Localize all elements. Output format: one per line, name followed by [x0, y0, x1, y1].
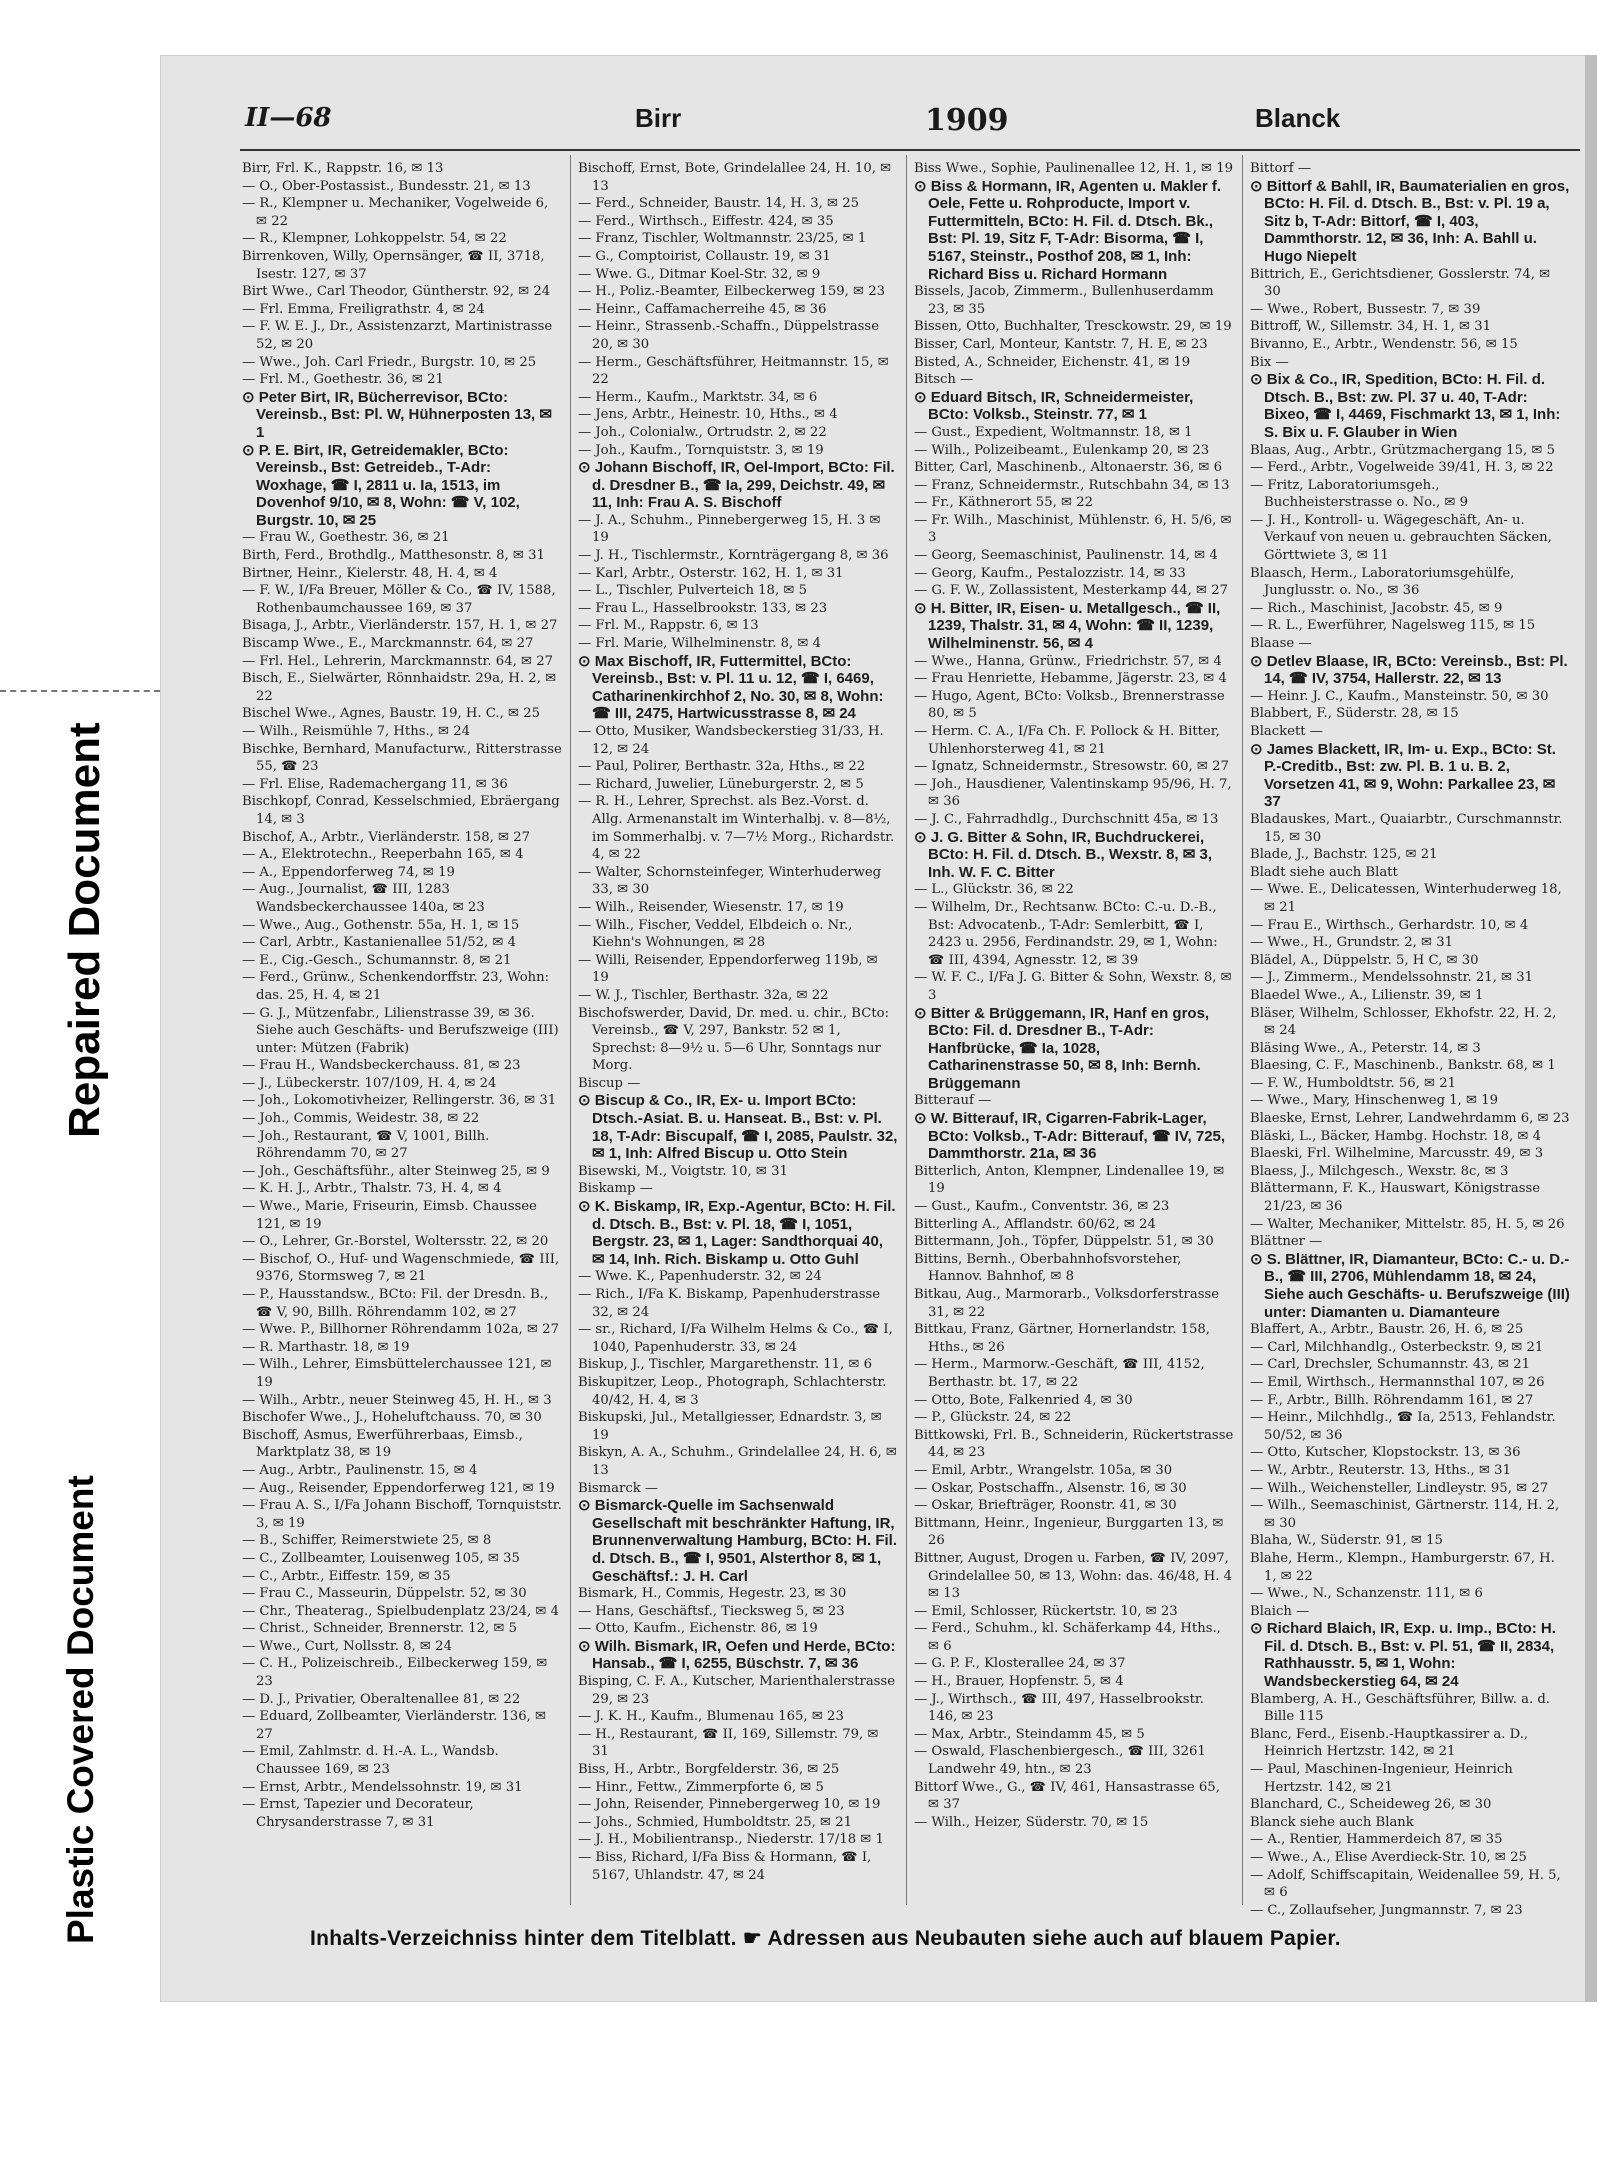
directory-entry: — K. H. J., Arbtr., Thalstr. 73, H. 4, ✉ 4 [242, 1181, 502, 1197]
directory-entry: Bittkowski, Frl. B., Schneiderin, Rückertstrasse 44, ✉ 23 [914, 1427, 1234, 1461]
directory-entry: — R. H., Lehrer, Sprechst. als Bez.-Vorst. d. Allg. Armenanstalt im Winterhalbj. v. 8—8½, im Sommerhalbj. v. 7—7½ Morg., Richardstr. 4, ✉ 22 [578, 794, 895, 863]
directory-entry: ⊙ Bix & Co., IR, Spedition, BCto: H. Fil. d. Dtsch. B., Bst: zw. Pl. 37 u. 40, T-Adr: Bixeo, ☎ I, 4469, Fischmarkt 13, ✉ 1, Inh: S. Bix u. F. Glauber in Wien [1250, 371, 1561, 441]
directory-entry: ⊙ Peter Birt, IR, Bücherrevisor, BCto: Vereinsb., Bst: Pl. W, Hühnerposten 13, ✉ 1 [242, 388, 552, 441]
directory-entry: — Chr., Theaterag., Spielbudenplatz 23/24, ✉ 4 [242, 1603, 560, 1619]
column-1 [242, 160, 562, 1831]
directory-entry: — Ignatz, Schneidermstr., Stresowstr. 60, ✉ 27 [914, 759, 1229, 775]
directory-entry: — Heinr., Caffamacherreihe 45, ✉ 36 [578, 301, 827, 317]
directory-entry: Birrenkoven, Willy, Opernsänger, ☎ II, 3718, Isestr. 127, ✉ 37 [242, 248, 545, 282]
directory-entry: Bisewski, M., Voigtstr. 10, ✉ 31 [578, 1163, 788, 1179]
directory-entry: — Frau W., Goethestr. 36, ✉ 21 [242, 530, 450, 546]
directory-entry: Bisaga, J., Arbtr., Vierländerstr. 157, H. 1, ✉ 27 [242, 618, 558, 634]
header-year: 1909 [925, 103, 1009, 138]
directory-entry: Birt Wwe., Carl Theodor, Güntherstr. 92, ✉ 24 [242, 284, 551, 300]
directory-entry: — Wilh., Weichensteller, Lindleystr. 95, ✉ 27 [1250, 1480, 1549, 1496]
directory-entry: — F. W. E. J., Dr., Assistenzarzt, Martinistrasse 52, ✉ 20 [242, 319, 553, 352]
directory-entry: — Ferd., Wirthsch., Eiffestr. 424, ✉ 35 [578, 213, 834, 229]
directory-entry: — Wilh., Reismühle 7, Hths., ✉ 24 [242, 724, 471, 739]
directory-entry: — Frl. Elise, Rademachergang 11, ✉ 36 [242, 776, 508, 792]
directory-entry: Bischofswerder, David, Dr. med. u. chir., BCto: Vereinsb., ☎ V, 297, Bankstr. 52 ✉ 1, Sprechst: 8—9½ u. 5—6 Uhr, Sonntags nur Morg. [578, 1005, 890, 1074]
directory-entry: Bittroff, W., Sillemstr. 34, H. 1, ✉ 31 [1250, 319, 1492, 335]
directory-entry: — Otto, Musiker, Wandsbeckerstieg 31/33, H. 12, ✉ 24 [578, 724, 884, 757]
directory-entry: — Wwe., Hanna, Grünw., Friedrichstr. 57, ✉ 4 [914, 653, 1222, 669]
directory-entry: Bittkau, Franz, Gärtner, Hornerlandstr. 158, Hths., ✉ 26 [914, 1322, 1210, 1355]
directory-entry: — Jens, Arbtr., Heinestr. 10, Hths., ✉ 4 [578, 407, 838, 423]
directory-entry: — Heinr., Milchhdlg., ☎ Ia, 2513, Fehlandstr. 50/52, ✉ 36 [1250, 1410, 1556, 1443]
directory-entry: — Herm., Marmorw.-Geschäft, ☎ III, 4152, Berthastr. bt. 17, ✉ 22 [914, 1357, 1205, 1390]
directory-entry: — J., Zimmerm., Mendelssohnstr. 21, ✉ 31 [1250, 970, 1534, 986]
directory-entry: — Heinr., Strassenb.-Schaffn., Düppelstrasse 20, ✉ 30 [578, 319, 880, 352]
directory-entry: — Wwe. P., Billhorner Röhrendamm 102a, ✉ 27 [242, 1322, 559, 1338]
directory-entry: Birtner, Heinr., Kielerstr. 48, H. 4, ✉ 4 [242, 565, 498, 581]
directory-entry: — F. W., I/Fa Breuer, Möller & Co., ☎ IV, 1588, Rothenbaumchaussee 169, ✉ 37 [242, 583, 556, 616]
directory-entry: Bittrich, E., Gerichtsdiener, Gosslerstr. 74, ✉ 30 [1250, 266, 1551, 300]
directory-entry: Blanc, Ferd., Eisenb.-Hauptkassirer a. D., Heinrich Hertzstr. 142, ✉ 21 [1250, 1726, 1529, 1760]
directory-entry: — Franz, Tischler, Woltmannstr. 23/25, ✉ 1 [578, 231, 867, 247]
directory-entry: ⊙ Bittorf & Bahll, IR, Baumaterialien en gros, BCto: H. Fil. d. Dtsch. B., Bst: v. Pl. 19 a, Sitz b, T-Adr: Bittorf, ☎ I, 403, Dammthorstr. 12, ✉ 36, Inh: A. Bahll u. Hugo Niepelt [1250, 177, 1570, 265]
directory-entry: — Frl. Emma, Freiligrathstr. 4, ✉ 24 [242, 301, 485, 317]
directory-entry: — Hinr., Fettw., Zimmerpforte 6, ✉ 5 [578, 1779, 824, 1795]
directory-entry: ⊙ Detlev Blaase, IR, BCto: Vereinsb., Bst: Pl. 14, ☎ IV, 3754, Hallerstr. 22, ✉ 13 [1250, 652, 1568, 688]
directory-entry: — Rich., I/Fa K. Biskamp, Papenhuderstrasse 32, ✉ 24 [578, 1287, 881, 1320]
directory-entry: Blaasch, Herm., Laboratoriumsgehülfe, Junglusstr. o. No., ✉ 36 [1250, 565, 1515, 599]
directory-entry: Bischoff, Ernst, Bote, Grindelallee 24, H. 10, ✉ 13 [578, 161, 892, 194]
directory-entry: — J. H., Tischlermstr., Kornträgergang 8, ✉ 36 [578, 548, 889, 564]
directory-entry: — Georg, Kaufm., Pestalozzistr. 14, ✉ 33 [914, 565, 1186, 581]
cut-divider [0, 690, 160, 692]
directory-entry: Bittorf — [1250, 161, 1312, 176]
directory-entry: — Frl. Marie, Wilhelminenstr. 8, ✉ 4 [578, 636, 822, 652]
directory-entry: — Frl. M., Goethestr. 36, ✉ 21 [242, 372, 444, 388]
directory-entry: ⊙ Johann Bischoff, IR, Oel-Import, BCto: Fil. d. Dresdner B., ☎ Ia, 299, Deichstr. 49, ✉ 11, Inh: Frau A. S. Bischoff [578, 459, 895, 512]
directory-entry: — Max, Arbtr., Steindamm 45, ✉ 5 [914, 1726, 1145, 1742]
directory-entry: — Ferd., Schuhm., kl. Schäferkamp 44, Hths., ✉ 6 [914, 1621, 1221, 1654]
directory-entry: Blädel, A., Düppelstr. 5, H C, ✉ 30 [1250, 952, 1479, 968]
directory-entry: — John, Reisender, Pinnebergerweg 10, ✉ 19 [578, 1797, 881, 1813]
directory-entry: — O., Lehrer, Gr.-Borstel, Woltersstr. 22, ✉ 20 [242, 1234, 549, 1250]
directory-entry: — P., Glückstr. 24, ✉ 22 [914, 1410, 1072, 1426]
directory-entry: — J. H., Kontroll- u. Wägegeschäft, An- u. Verkauf von neuen u. gebrauchten Säcken, Görttwiete 3, ✉ 11 [1250, 512, 1552, 564]
directory-entry: — Gust., Kaufm., Conventstr. 36, ✉ 23 [914, 1199, 1170, 1215]
directory-entry: — Wwe., Joh. Carl Friedr., Burgstr. 10, ✉ 25 [242, 354, 537, 370]
directory-entry: — Adolf, Schiffscapitain, Weidenallee 59, H. 5, ✉ 6 [1250, 1867, 1561, 1901]
directory-entry: Blaeske, Ernst, Lehrer, Landwehrdamm 6, ✉ 23 [1250, 1111, 1570, 1127]
directory-entry: Biskyn, A. A., Schuhm., Grindelallee 24, H. 6, ✉ 13 [578, 1445, 897, 1478]
directory-entry: — Wilh., Lehrer, Eimsbüttelerchaussee 121, ✉ 19 [242, 1357, 552, 1390]
directory-entry: Bischof, A., Arbtr., Vierländerstr. 158, ✉ 27 [242, 829, 531, 845]
directory-entry: Bitterauf — [914, 1093, 992, 1109]
directory-entry: — Ferd., Schneider, Baustr. 14, H. 3, ✉ 25 [578, 196, 860, 212]
directory-entry: Bittins, Bernh., Oberbahnhofsvorsteher, Hannov. Bahnhof, ✉ 8 [914, 1251, 1182, 1285]
directory-entry: — J. H., Mobilientransp., Niederstr. 17/18 ✉ 1 [578, 1832, 884, 1848]
directory-entry: ⊙ Eduard Bitsch, IR, Schneidermeister, BCto: Volksb., Steinstr. 77, ✉ 1 [914, 388, 1194, 424]
directory-entry: Biskupski, Jul., Metallgiesser, Ednardstr. 3, ✉ 19 [578, 1410, 882, 1443]
directory-entry: — Bischof, O., Huf- und Wagenschmiede, ☎ III, 9376, Stormsweg 7, ✉ 21 [242, 1251, 560, 1285]
directory-entry: Birr, Frl. K., Rappstr. 16, ✉ 13 [242, 161, 444, 176]
directory-entry: — Richard, Juwelier, Lüneburgerstr. 2, ✉ 5 [578, 776, 864, 792]
directory-entry: Biskamp — [578, 1181, 653, 1197]
directory-entry: — Paul, Maschinen-Ingenieur, Heinrich Hertzstr. 142, ✉ 21 [1250, 1762, 1513, 1795]
directory-entry: — Walter, Schornsteinfeger, Winterhuderweg 33, ✉ 30 [578, 864, 882, 898]
directory-entry: — sr., Richard, I/Fa Wilhelm Helms & Co., ☎ I, 1040, Papenhuderstr. 33, ✉ 24 [578, 1322, 893, 1355]
directory-entry: — R., Klempner, Lohkoppelstr. 54, ✉ 22 [242, 231, 507, 247]
directory-entry: Bix — [1250, 354, 1289, 370]
directory-entry: — F. W., Humboldtstr. 56, ✉ 21 [1250, 1075, 1457, 1091]
directory-entry: — Frau A. S., I/Fa Johann Bischoff, Tornquiststr. 3, ✉ 19 [242, 1498, 562, 1531]
column-divider [906, 155, 907, 1905]
directory-entry: — Wilh., Reisender, Wiesenstr. 17, ✉ 19 [578, 899, 844, 915]
page-edge [1585, 55, 1597, 2002]
directory-entry: — A., Rentier, Hammerdeich 87, ✉ 35 [1250, 1832, 1503, 1848]
directory-entry: — Emil, Schlosser, Rückertstr. 10, ✉ 23 [914, 1603, 1178, 1619]
directory-entry: — Frau C., Masseurin, Düppelstr. 52, ✉ 30 [242, 1586, 527, 1602]
directory-entry: — Wilhelm, Dr., Rechtsanw. BCto: C.-u. D.-B., Bst: Advocatenb., T-Adr: Semlerbitt, ☎ I, 2423 u. 2956, Ferdinandstr. 29, ✉ 1, Wohn: ☎ III, 4394, Agnesstr. 12, ✉ 39 [914, 899, 1218, 968]
directory-entry: — Joh., Restaurant, ☎ V, 1001, Billh. Röhrendamm 70, ✉ 27 [242, 1128, 490, 1162]
directory-entry: ⊙ J. G. Bitter & Sohn, IR, Buchdruckerei, BCto: H. Fil. d. Dtsch. B., Wexstr. 8, ✉ 3, Inh. W. F. C. Bitter [914, 828, 1213, 881]
directory-entry: — Wwe., Aug., Gothenstr. 55a, H. 1, ✉ 15 [242, 917, 520, 933]
directory-entry: — Paul, Polirer, Berthastr. 32a, Hths., ✉ 22 [578, 759, 866, 775]
directory-entry: — Ferd., Arbtr., Vogelweide 39/41, H. 3, ✉ 22 [1250, 460, 1554, 476]
directory-entry: — Carl, Milchhandlg., Osterbeckstr. 9, ✉ 21 [1250, 1339, 1544, 1355]
directory-entry: — P., Hausstandsw., BCto: Fil. der Dresdn. B., ☎ V, 90, Billh. Röhrendamm 102, ✉ 27 [242, 1287, 549, 1320]
directory-entry: — L., Tischler, Pulverteich 18, ✉ 5 [578, 583, 807, 599]
column-4 [1250, 160, 1570, 1919]
directory-entry: — Wilh., Seemaschinist, Gärtnerstr. 114, H. 2, ✉ 30 [1250, 1498, 1560, 1531]
directory-entry: — B., Schiffer, Reimerstwiete 25, ✉ 8 [242, 1533, 492, 1549]
header-last-word: Blanck [1255, 103, 1341, 133]
directory-entry: — Joh., Kaufm., Tornquiststr. 3, ✉ 19 [578, 442, 824, 458]
directory-entry: — W. J., Tischler, Berthastr. 32a, ✉ 22 [578, 987, 829, 1003]
directory-entry: — Wilh., Polizeibeamt., Eulenkamp 20, ✉ 23 [914, 442, 1210, 458]
directory-entry: — Oswald, Flaschenbiergesch., ☎ III, 3261 Landwehr 49, htn., ✉ 23 [914, 1744, 1206, 1778]
directory-entry: Bittermann, Joh., Töpfer, Düppelstr. 51, ✉ 30 [914, 1234, 1214, 1250]
directory-entry: — Fr. Wilh., Maschinist, Mühlenstr. 6, H. 5/6, ✉ 3 [914, 512, 1232, 546]
directory-entry: — F., Arbtr., Billh. Röhrendamm 161, ✉ 27 [1250, 1392, 1534, 1408]
directory-entry: — Frau L., Hasselbrookstr. 133, ✉ 23 [578, 600, 828, 616]
directory-entry: — R. Marthastr. 18, ✉ 19 [242, 1339, 410, 1355]
directory-entry: — C. H., Polizeischreib., Eilbeckerweg 159, ✉ 23 [242, 1656, 548, 1690]
column-3 [914, 160, 1234, 1831]
directory-entry: — A., Eppendorferweg 74, ✉ 19 [242, 864, 455, 880]
directory-entry: Bitsch — [914, 372, 974, 388]
directory-entry: Blaase — [1250, 636, 1312, 652]
column-divider [570, 155, 571, 1905]
directory-entry: Blättner — [1250, 1234, 1323, 1250]
directory-entry: Bitterling A., Afflandstr. 60/62, ✉ 24 [914, 1216, 1156, 1232]
directory-entry: Blaesing, C. F., Maschinenb., Bankstr. 68, ✉ 1 [1250, 1058, 1556, 1074]
directory-entry: — Walter, Mechaniker, Mittelstr. 85, H. 5, ✉ 26 [1250, 1216, 1565, 1232]
directory-entry: — Frl. M., Rappstr. 6, ✉ 13 [578, 618, 759, 634]
directory-entry: Bittorf Wwe., G., ☎ IV, 461, Hansastrasse 65, ✉ 37 [914, 1779, 1220, 1813]
directory-entry: — E., Cig.-Gesch., Schumannstr. 8, ✉ 21 [242, 952, 512, 968]
directory-entry: ⊙ Bismarck-Quelle im Sachsenwald Gesellschaft mit beschränkter Haftung, IR, Brunnenverwaltung Hamburg, BCto: H. Fil. d. Dtsch. B., ☎ I, 9501, Alsterthor 8, ✉ 1, Geschäftsf.: J. H. Carl [578, 1497, 898, 1585]
directory-entry: — Ernst, Arbtr., Mendelssohnstr. 19, ✉ 31 [242, 1779, 523, 1795]
directory-entry: Bitter, Carl, Maschinenb., Altonaerstr. 36, ✉ 6 [914, 460, 1222, 476]
page-header [245, 103, 1575, 139]
plastic-covered-document-label: Plastic Covered Document [60, 1475, 101, 1945]
directory-entry: Blamberg, A. H., Geschäftsführer, Billw. a. d. Bille 115 [1250, 1691, 1550, 1725]
directory-entry: — Wwe., A., Elise Averdieck-Str. 10, ✉ 25 [1250, 1850, 1527, 1865]
directory-entry: ⊙ Bitter & Brüggemann, IR, Hanf en gros, BCto: Fil. d. Dresdner B., T-Adr: Hanfbrücke, ☎ Ia, 1028, Catharinenstrasse 50, ✉ 8, Inh: Bernh. Brüggemann [914, 1004, 1210, 1092]
directory-entry: Blaich — [1250, 1603, 1310, 1619]
directory-entry: Bläsing Wwe., A., Peterstr. 14, ✉ 3 [1250, 1040, 1481, 1056]
directory-entry: — C., Zollaufseher, Jungmannstr. 7, ✉ 23 [1250, 1902, 1523, 1918]
directory-entry: — Aug., Reisender, Eppendorferweg 121, ✉ 19 [242, 1480, 555, 1496]
directory-entry: Bladauskes, Mart., Quaiarbtr., Curschmannstr. 15, ✉ 30 [1250, 811, 1563, 845]
directory-entry: — H., Brauer, Hopfenstr. 5, ✉ 4 [914, 1674, 1124, 1690]
directory-entry: — Ernst, Tapezier und Decorateur, Chrysanderstrasse 7, ✉ 31 [242, 1797, 474, 1830]
directory-entry: — Emil, Arbtr., Wrangelstr. 105a, ✉ 30 [914, 1462, 1173, 1478]
directory-entry: — Joh., Geschäftsführ., alter Steinweg 25, ✉ 9 [242, 1163, 550, 1179]
directory-entry: — Aug., Journalist, ☎ III, 1283 Wandsbeckerchaussee 140a, ✉ 23 [242, 882, 485, 915]
directory-entry: — Fritz, Laboratoriumsgeh., Buchheisterstrasse o. No., ✉ 9 [1250, 477, 1469, 511]
directory-entry: — G. P. F., Klosterallee 24, ✉ 37 [914, 1656, 1126, 1672]
directory-entry: — Franz, Schneidermstr., Rutschbahn 34, ✉ 13 [914, 477, 1230, 493]
directory-entry: ⊙ James Blackett, IR, Im- u. Exp., BCto: St. P.-Creditb., Bst: zw. Pl. B. 1 u. B. 2, Vorsetzen 41, ✉ 9, Wohn: Parkallee 23, ✉ 37 [1250, 740, 1556, 811]
directory-entry: — Wwe., Curt, Nollsstr. 8, ✉ 24 [242, 1638, 452, 1654]
page-number: II—68 [245, 103, 332, 133]
directory-entry: — D. J., Privatier, Oberaltenallee 81, ✉ 22 [242, 1691, 521, 1707]
directory-entry: — W., Arbtr., Reuterstr. 13, Hths., ✉ 31 [1250, 1462, 1511, 1478]
header-rule [240, 149, 1580, 151]
directory-entry: — Fr., Käthnerort 55, ✉ 22 [914, 495, 1093, 511]
directory-entry: ⊙ Wilh. Bismark, IR, Oefen und Herde, BCto: Hansab., ☎ I, 6255, Büschstr. 7, ✉ 36 [578, 1637, 896, 1673]
directory-entry: Biskupitzer, Leop., Photograph, Schlachterstr. 40/42, H. 4, ✉ 3 [578, 1374, 887, 1408]
directory-entry: — J. C., Fahrradhdlg., Durchschnitt 45a, ✉ 13 [914, 811, 1219, 827]
directory-entry: Bisser, Carl, Monteur, Kantstr. 7, H. E, ✉ 23 [914, 336, 1208, 352]
directory-entry: — J. A., Schuhm., Pinnebergerweg 15, H. 3 ✉ 19 [578, 512, 881, 546]
directory-entry: — R. L., Ewerführer, Nagelsweg 115, ✉ 15 [1250, 618, 1536, 634]
directory-entry: — Wwe., H., Grundstr. 2, ✉ 31 [1250, 935, 1454, 951]
directory-entry: — Carl, Arbtr., Kastanienallee 51/52, ✉ 4 [242, 935, 517, 951]
header-first-word: Birr [635, 103, 682, 133]
directory-entry: — W. F. C., I/Fa J. G. Bitter & Sohn, Wexstr. 8, ✉ 3 [914, 970, 1232, 1003]
directory-entry: — Oskar, Briefträger, Roonstr. 41, ✉ 30 [914, 1498, 1177, 1514]
directory-entry: ⊙ Max Bischoff, IR, Futtermittel, BCto: Vereinsb., Bst: v. Pl. 11 u. 12, ☎ I, 6469, Catharinenkirchhof 2, No. 30, ✉ 8, Wohn: ☎ III, 2475, Hartwicusstrasse 8, ✉ 24 [578, 652, 884, 723]
directory-entry: — Wwe. E., Delicatessen, Winterhuderweg 18, ✉ 21 [1250, 882, 1562, 915]
directory-entry: Bladt siehe auch Blatt [1250, 864, 1398, 880]
directory-entry: ⊙ Biscup & Co., IR, Ex- u. Import BCto: Dtsch.-Asiat. B. u. Hanseat. B., Bst: v. Pl. 18, T-Adr: Biscupalf, ☎ I, 2085, Paulstr. 32, ✉ 1, Inh: Alfred Biscup u. Otto Stein [578, 1092, 898, 1163]
directory-entry: — Herm. C. A., I/Fa Ch. F. Pollock & H. Bitter, Uhlenhorsterweg 41, ✉ 21 [914, 724, 1220, 757]
directory-entry: Blaess, J., Milchgesch., Wexstr. 8c, ✉ 3 [1250, 1163, 1509, 1179]
directory-entry: Bismarck — [578, 1480, 659, 1496]
directory-entry: — J., Wirthsch., ☎ III, 497, Hasselbrookstr. 146, ✉ 23 [914, 1691, 1204, 1725]
directory-entry: — Frau H., Wandsbeckerchauss. 81, ✉ 23 [242, 1058, 521, 1074]
directory-entry: Biss, H., Arbtr., Borgfelderstr. 36, ✉ 25 [578, 1762, 840, 1778]
directory-entry: Bläski, L., Bäcker, Hambg. Hochstr. 18, ✉ 4 [1250, 1128, 1541, 1144]
directory-entry: — G. F. W., Zollassistent, Mesterkamp 44, ✉ 27 [914, 583, 1228, 599]
page-footer-note: Inhalts-Verzeichniss hinter dem Titelblatt. ☛ Adressen aus Neubauten siehe auch auf blauem Papier. [310, 1927, 1341, 1950]
directory-entry: — Hugo, Agent, BCto: Volksb., Brennerstrasse 80, ✉ 5 [914, 688, 1225, 722]
directory-entry: Bischkopf, Conrad, Kesselschmied, Ebräergang 14, ✉ 3 [242, 794, 560, 827]
directory-entry: Blabbert, F., Süderstr. 28, ✉ 15 [1250, 706, 1459, 722]
directory-entry: Blanchard, C., Scheideweg 26, ✉ 30 [1250, 1797, 1492, 1813]
directory-entry: Blaedel Wwe., A., Lilienstr. 39, ✉ 1 [1250, 987, 1484, 1003]
directory-entry: ⊙ K. Biskamp, IR, Exp.-Agentur, BCto: H. Fil. d. Dtsch. B., Bst: v. Pl. 18, ☎ I, 1051, Bergstr. 23, ✉ 1, Lager: Sandthorquai 40, ✉ 14, Inh. Rich. Biskamp u. Otto Guhl [578, 1198, 896, 1268]
directory-entry: — C., Arbtr., Eiffestr. 159, ✉ 35 [242, 1568, 451, 1584]
directory-entry: Bissels, Jacob, Zimmerm., Bullenhuserdamm 23, ✉ 35 [914, 284, 1214, 317]
directory-entry: Biss Wwe., Sophie, Paulinenallee 12, H. 1, ✉ 19 [914, 161, 1233, 176]
directory-entry: Bittner, August, Drogen u. Farben, ☎ IV, 2097, Grindelallee 50, ✉ 13, Wohn: das. 46/48, H. 4 ✉ 13 [914, 1550, 1233, 1602]
directory-entry: — C., Zollbeamter, Louisenweg 105, ✉ 35 [242, 1550, 520, 1566]
directory-entry: — Hans, Geschäftsf., Tiecksweg 5, ✉ 23 [578, 1603, 845, 1619]
directory-entry: — Frl. Hel., Lehrerin, Marckmannstr. 64, ✉ 27 [242, 653, 553, 669]
directory-entry: — Wwe., Mary, Hinschenweg 1, ✉ 19 [1250, 1093, 1499, 1109]
directory-entry: — A., Elektrotechn., Reeperbahn 165, ✉ 4 [242, 847, 524, 863]
directory-entry: — Joh., Commis, Weidestr. 38, ✉ 22 [242, 1111, 480, 1127]
directory-entry: — Wwe., N., Schanzenstr. 111, ✉ 6 [1250, 1586, 1483, 1602]
directory-entry: Bivanno, E., Arbtr., Wendenstr. 56, ✉ 15 [1250, 336, 1518, 352]
directory-entry: — Heinr. J. C., Kaufm., Mansteinstr. 50, ✉ 30 [1250, 688, 1549, 704]
directory-entry: — Aug., Arbtr., Paulinenstr. 15, ✉ 4 [242, 1462, 478, 1478]
directory-entry: — Carl, Drechsler, Schumannstr. 43, ✉ 21 [1250, 1357, 1531, 1373]
directory-entry: — Frau Henriette, Hebamme, Jägerstr. 23, ✉ 4 [914, 671, 1227, 687]
directory-entry: Bischel Wwe., Agnes, Baustr. 19, H. C., ✉ 25 [242, 706, 541, 722]
directory-entry: — G., Comptoirist, Collaustr. 19, ✉ 31 [578, 248, 831, 264]
directory-entry: Biscamp Wwe., E., Marckmannstr. 64, ✉ 27 [242, 636, 534, 652]
directory-entry: — Wilh., Heizer, Süderstr. 70, ✉ 15 [914, 1814, 1149, 1830]
directory-entry: Bläser, Wilhelm, Schlosser, Ekhofstr. 22, H. 2, ✉ 24 [1250, 1005, 1557, 1039]
directory-entry: — Rich., Maschinist, Jacobstr. 45, ✉ 9 [1250, 600, 1503, 616]
directory-entry: — Willi, Reisender, Eppendorferweg 119b, ✉ 19 [578, 952, 878, 986]
directory-entry: — Herm., Geschäftsführer, Heitmannstr. 15, ✉ 22 [578, 354, 889, 388]
directory-entry: Birth, Ferd., Brothdlg., Matthesonstr. 8, ✉ 31 [242, 548, 545, 564]
directory-entry: — Otto, Kaufm., Eichenstr. 86, ✉ 19 [578, 1621, 818, 1637]
directory-entry: — J. K. H., Kaufm., Blumenau 165, ✉ 23 [578, 1709, 844, 1725]
directory-entry: Biscup — [578, 1075, 641, 1091]
directory-entry: — Wwe., Robert, Bussestr. 7, ✉ 39 [1250, 301, 1481, 317]
directory-entry: ⊙ W. Bitterauf, IR, Cigarren-Fabrik-Lager, BCto: Volksb., T-Adr: Bitterauf, ☎ IV, 725, Dammthorstr. 21a, ✉ 36 [914, 1110, 1226, 1163]
directory-entry: — Otto, Bote, Falkenried 4, ✉ 30 [914, 1392, 1133, 1408]
directory-entry: Bischke, Bernhard, Manufacturw., Ritterstrasse 55, ☎ 23 [242, 741, 562, 775]
directory-entry: — J., Lübeckerstr. 107/109, H. 4, ✉ 24 [242, 1075, 497, 1091]
directory-entry: — Wilh., Fischer, Veddel, Elbdeich o. Nr., Kiehn's Wohnungen, ✉ 28 [578, 917, 853, 951]
directory-entry: — O., Ober-Postassist., Bundesstr. 21, ✉ 13 [242, 178, 531, 194]
directory-entry: Bitkau, Aug., Marmorarb., Volksdorferstrasse 31, ✉ 22 [914, 1287, 1220, 1320]
directory-entry: — L., Glückstr. 36, ✉ 22 [914, 882, 1074, 898]
directory-entry: Blaeski, Frl. Wilhelmine, Marcusstr. 49, ✉ 3 [1250, 1146, 1544, 1162]
directory-entry: — Emil, Wirthsch., Hermannsthal 107, ✉ 26 [1250, 1374, 1545, 1390]
directory-entry: — Joh., Colonialw., Ortrudstr. 2, ✉ 22 [578, 424, 827, 440]
directory-entry: ⊙ S. Blättner, IR, Diamanteur, BCto: C.- u. D.-B., ☎ III, 2706, Mühlendamm 18, ✉ 24, Siehe auch Geschäfts- u. Berufszweige (III) unter: Diamanten u. Diamanteure [1250, 1250, 1570, 1321]
directory-entry: Blade, J., Bachstr. 125, ✉ 21 [1250, 847, 1438, 863]
directory-entry: — Biss, Richard, I/Fa Biss & Hormann, ☎ I, 5167, Uhlandstr. 47, ✉ 24 [578, 1850, 872, 1883]
directory-entry: — Wilh., Arbtr., neuer Steinweg 45, H. H., ✉ 3 [242, 1392, 552, 1408]
directory-entry: — Oskar, Postschaffn., Alsenstr. 16, ✉ 30 [914, 1480, 1187, 1496]
directory-entry: Blackett — [1250, 724, 1323, 739]
directory-entry: Blaas, Aug., Arbtr., Grützmachergang 15, ✉ 5 [1250, 442, 1555, 458]
directory-entry: ⊙ P. E. Birt, IR, Getreidemakler, BCto: Vereinsb., Bst: Getreideb., T-Adr: Woxhage, ☎ I, 2811 u. Ia, 1513, im Dovenhof 9/10, ✉ 8, Wohn: ☎ V, 102, Burgstr. 10, ✉ 25 [242, 441, 520, 529]
directory-entry: Bismark, H., Commis, Hegestr. 23, ✉ 30 [578, 1586, 847, 1602]
directory-entry: — Otto, Kutscher, Klopstockstr. 13, ✉ 36 [1250, 1445, 1521, 1461]
directory-entry: — Johs., Schmied, Humboldtstr. 25, ✉ 21 [578, 1814, 853, 1830]
directory-page [160, 55, 1593, 2002]
directory-entry: — Georg, Seemaschinist, Paulinenstr. 14, ✉ 4 [914, 548, 1218, 564]
directory-entry: — Frau E., Wirthsch., Gerhardstr. 10, ✉ 4 [1250, 917, 1529, 933]
directory-entry: ⊙ Biss & Hormann, IR, Agenten u. Makler f. Oele, Fette u. Rohproducte, Import v. Futtermitteln, BCto: H. Fil. d. Dtsch. Bk., Bst: Pl. 19, Sitz F, T-Adr: Bisorma, ☎ I, 5167, Steinstr., Posthof 208, ✉ 1, Inh: Richard Biss u. Richard Hormann [914, 177, 1222, 283]
directory-entry: Bisch, E., Sielwärter, Rönnhaidstr. 29a, H. 2, ✉ 22 [242, 671, 557, 704]
directory-entry: Bissen, Otto, Buchhalter, Tresckowstr. 29, ✉ 19 [914, 319, 1232, 335]
column-divider [1242, 155, 1243, 1905]
directory-entry: Bischofer Wwe., J., Hoheluftchauss. 70, ✉ 30 [242, 1410, 542, 1426]
directory-entry: — H., Poliz.-Beamter, Eilbeckerweg 159, ✉ 23 [578, 284, 886, 300]
directory-entry: — Joh., Hausdiener, Valentinskamp 95/96, H. 7, ✉ 36 [914, 776, 1232, 810]
directory-entry: Bisping, C. F. A., Kutscher, Marienthalerstrasse 29, ✉ 23 [578, 1674, 896, 1707]
directory-entry: — Joh., Lokomotivheizer, Rellingerstr. 36, ✉ 31 [242, 1093, 557, 1109]
column-2 [578, 160, 898, 1884]
directory-entry: — Ferd., Grünw., Schenkendorffstr. 23, Wohn: das. 25, H. 4, ✉ 21 [242, 970, 550, 1003]
directory-entry: — G. J., Mützenfabr., Lilienstrasse 39, ✉ 36. Siehe auch Geschäfts- und Berufszweige (III) unter: Mützen (Fabrik) [242, 1005, 559, 1056]
directory-entry: ⊙ Richard Blaich, IR, Exp. u. Imp., BCto: H. Fil. d. Dtsch. B., Bst: v. Pl. 51, ☎ II, 2834, Rathhausstr. 5, ✉ 1, Wohn: Wandsbeckerstieg 64, ✉ 24 [1250, 1620, 1556, 1691]
directory-entry: Blahe, Herm., Klempn., Hamburgerstr. 67, H. 1, ✉ 22 [1250, 1550, 1555, 1584]
directory-entry: — Karl, Arbtr., Osterstr. 162, H. 1, ✉ 31 [578, 565, 844, 581]
directory-entry: Blanck siehe auch Blank [1250, 1814, 1414, 1830]
directory-entry: Blaffert, A., Arbtr., Baustr. 26, H. 6, ✉ 25 [1250, 1322, 1524, 1338]
directory-entry: — Wwe. G., Ditmar Koel-Str. 32, ✉ 9 [578, 266, 821, 282]
directory-entry: — Christ., Schneider, Brennerstr. 12, ✉ 5 [242, 1621, 518, 1637]
directory-entry: Biskup, J., Tischler, Margarethenstr. 11, ✉ 6 [578, 1357, 873, 1373]
directory-entry: Blättermann, F. K., Hauswart, Königstrasse 21/23, ✉ 36 [1250, 1181, 1541, 1215]
directory-entry: — Wwe., Marie, Friseurin, Eimsb. Chaussee 121, ✉ 19 [242, 1199, 537, 1232]
directory-entry: Bitterlich, Anton, Klempner, Lindenallee 19, ✉ 19 [914, 1163, 1225, 1197]
directory-entry: Bischoff, Asmus, Ewerführerbaas, Eimsb., Marktplatz 38, ✉ 19 [242, 1427, 523, 1461]
directory-entry: — Emil, Zahlmstr. d. H.-A. L., Wandsb. Chaussee 169, ✉ 23 [242, 1744, 499, 1778]
directory-entry: — Gust., Expedient, Woltmannstr. 18, ✉ 1 [914, 424, 1193, 440]
directory-entry: — Herm., Kaufm., Marktstr. 34, ✉ 6 [578, 389, 818, 405]
directory-entry: ⊙ H. Bitter, IR, Eisen- u. Metallgesch., ☎ II, 1239, Thalstr. 31, ✉ 4, Wohn: ☎ II, 1239, Wilhelminenstr. 56, ✉ 4 [914, 599, 1221, 653]
directory-entry: Blaha, W., Süderstr. 91, ✉ 15 [1250, 1533, 1443, 1549]
directory-entry: — Wwe. K., Papenhuderstr. 32, ✉ 24 [578, 1269, 822, 1285]
repaired-document-label: Repaired Document [60, 722, 109, 1138]
directory-entry: — Eduard, Zollbeamter, Vierländerstr. 136, ✉ 27 [242, 1709, 547, 1742]
directory-entry: Bisted, A., Schneider, Eichenstr. 41, ✉ 19 [914, 354, 1191, 370]
directory-entry: — H., Restaurant, ☎ II, 169, Sillemstr. 79, ✉ 31 [578, 1726, 879, 1760]
directory-entry: Bittmann, Heinr., Ingenieur, Burggarten 13, ✉ 26 [914, 1515, 1224, 1549]
directory-entry: — R., Klempner u. Mechaniker, Vogelweide 6, ✉ 22 [242, 196, 549, 229]
